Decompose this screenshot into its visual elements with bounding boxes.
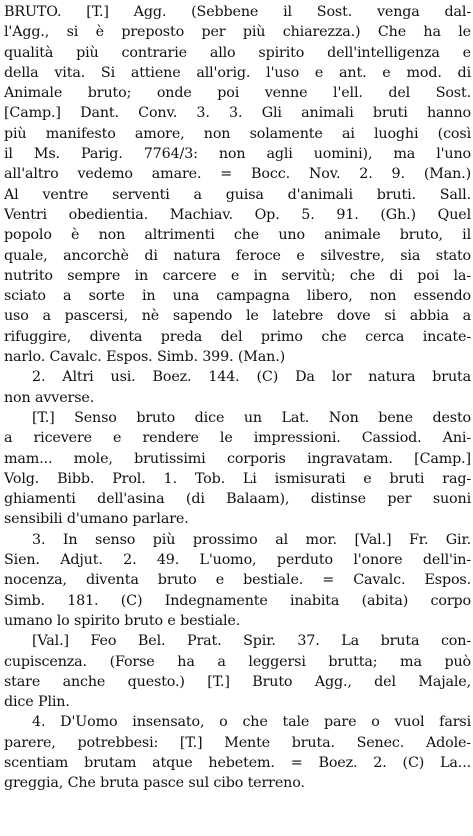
text-line: cupiscenza. (Forse ha a leggersi brutta; ma può: [4, 653, 471, 670]
text-line: sensibili d'umano parlare.: [4, 511, 189, 528]
text-line: Al ventre serventi a guisa d'animali bruti. Sall.: [4, 186, 471, 203]
dictionary-page: [0, 2, 473, 836]
text-line: il Ms. Parig. 7764/3: non agli uomini), ma l'uno: [4, 146, 471, 163]
text-line: 2. Altri usi. Boez. 144. (C) Da lor natura bruta: [32, 369, 471, 386]
text-line: 4. D'Uomo insensato, o che tale pare o vuol farsi: [32, 714, 471, 731]
text-line: qualità più contrarie allo spirito dell'intelligenza e: [4, 44, 471, 61]
text-line: Simb. 181. (C) Indegnamente inabita (abita) corpo: [4, 592, 471, 609]
text-line: Ventri obedientia. Machiav. Op. 5. 91. (Gh.) Quel: [4, 206, 471, 223]
text-line: non avverse.: [4, 389, 95, 406]
text-line: della vita. Si attiene all'orig. l'uso e ant. e mod. di: [4, 64, 471, 81]
text-line: nutrito sempre in carcere e in servitù; che di poi la-: [4, 267, 471, 284]
text-line: Animale bruto; onde poi venne l'ell. del Sost.: [4, 85, 471, 102]
text-line: stare anche questo.) [T.] Bruto Agg., del Majale,: [4, 673, 471, 690]
text-line: Sien. Adjut. 2. 49. L'uomo, perduto l'onore dell'in-: [4, 552, 471, 569]
text-line: all'altro vedemo amare. = Bocc. Nov. 2. 9. (Man.): [4, 166, 471, 183]
text-line: 3. In senso più prossimo al mor. [Val.] Fr. Gir.: [32, 531, 471, 548]
text-line: umano lo spirito bruto e bestiale.: [4, 612, 241, 629]
text-line: parere, potrebbesi: [T.] Mente bruta. Senec. Adole-: [4, 734, 471, 751]
text-line: narlo. Cavalc. Espos. Simb. 399. (Man.): [4, 349, 286, 366]
text-line: scentiam brutam atque hebetem. = Boez. 2. (C) La...: [4, 754, 471, 771]
text-line: uso a pascersi, nè sapendo le latebre dove si abbia a: [4, 308, 471, 325]
text-line: più manifesto amore, non solamente ai luoghi (così: [4, 125, 471, 142]
dictionary-entry-bruto: [4, 2, 471, 794]
text-line: mam... mole, brutissimi corporis ingravatam. [Camp.]: [4, 450, 471, 467]
text-line: popolo è non altrimenti che uno animale bruto, il: [4, 227, 471, 244]
text-line: greggia, Che bruta pasce sul cibo terreno.: [4, 775, 305, 792]
text-line: sciato a sorte in una campagna libero, non essendo: [4, 288, 471, 305]
text-line: nocenza, diventa bruto e bestiale. = Cavalc. Espos.: [4, 572, 471, 589]
text-line: ghiamenti dell'asina (di Balaam), distinse per suoni: [4, 491, 471, 508]
text-line: a ricevere e rendere le impressioni. Cassiod. Ani-: [4, 430, 471, 447]
text-line: [Val.] Feo Bel. Prat. Spir. 37. La bruta con-: [32, 633, 471, 650]
text-line: rifuggire, diventa preda del primo che cerca incate-: [4, 328, 471, 345]
text-line: dice Plin.: [4, 694, 70, 711]
text-line: [T.] Senso bruto dice un Lat. Non bene desto: [32, 409, 471, 426]
text-line: quale, ancorchè di natura feroce e silvestre, sia stato: [4, 247, 471, 264]
text-line: l'Agg., si è preposto per più chiarezza.) Che ha le: [4, 24, 471, 41]
text-line: [Camp.] Dant. Conv. 3. 3. Gli animali bruti hanno: [4, 105, 471, 122]
text-line: Volg. Bibb. Prol. 1. Tob. Li ismisurati e bruti rag-: [4, 470, 471, 487]
text-line: BRUTO. [T.] Agg. (Sebbene il Sost. venga dal-: [4, 4, 471, 20]
